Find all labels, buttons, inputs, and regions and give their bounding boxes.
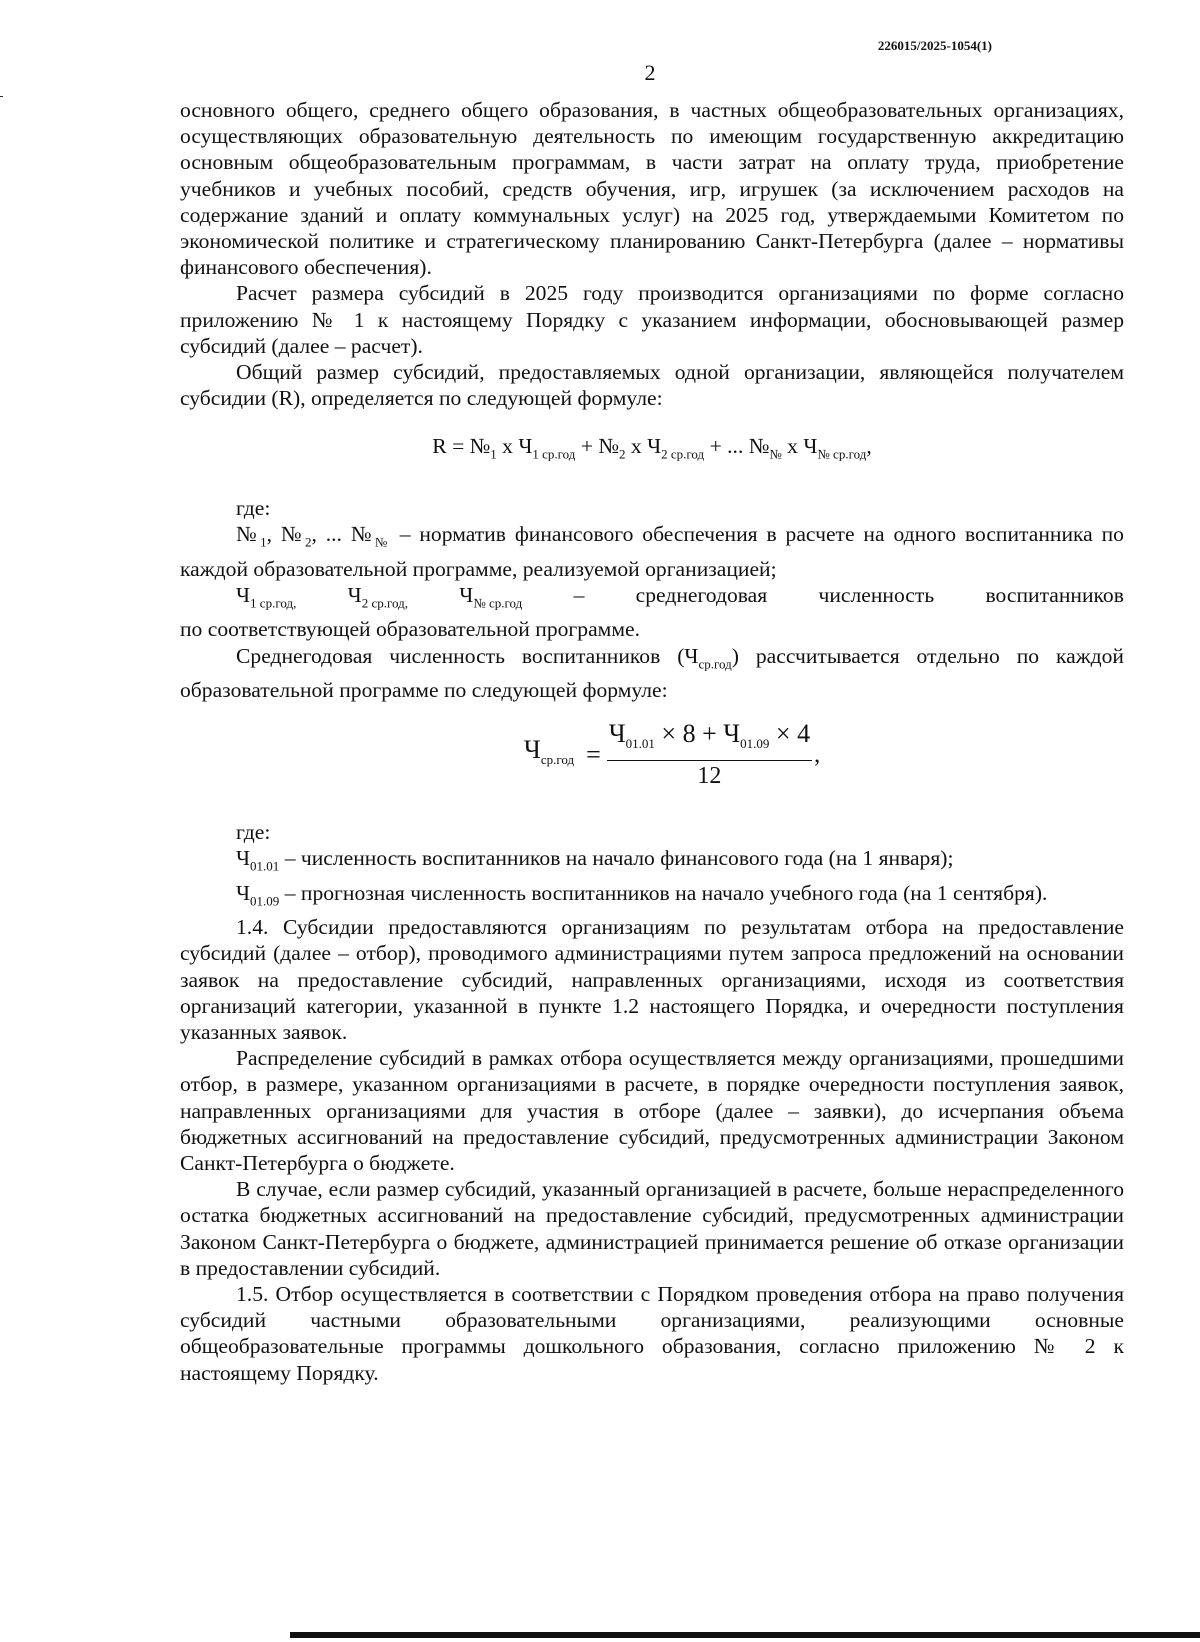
paragraph-1-4: 1.4. Субсидии предоставляются организациям по результатам отбора на предоставление субсидий (далее – отбор), проводимого администрациями путем запроса предложений на основании заявок на предоставление субсидий, направленных организациями, исходя из соответствия организаций категории, указанной в пункте 1.2 настоящего Порядка, и очередности поступления указанных заявок. — [180, 915, 1124, 1044]
definition-norms: $№_1$, $№_2$, ... $№_№$ – норматив финансового обеспечения в расчете на одного воспитанника по каждой образовательной программе, реализуемой организацией; — [180, 522, 1124, 581]
paragraph-3: Общий размер субсидий, предоставляемых одной организации, являющейся получателем субсидии (R), определяется по следующей формуле: — [180, 360, 1124, 411]
document-body — [180, 97, 1124, 1386]
where-label-2: где: — [236, 819, 271, 844]
definition-average-count-line: $Ч_{1 ср.год,}$ $Ч_{2 ср.год,}$ $Ч_{№ ср.год}$ – среднегодовая численность воспитанников — [236, 582, 1124, 611]
definition-count-jan: $Ч_{01.01}$ – численность воспитанников на начало финансового года (на 1 января); — [236, 846, 954, 874]
paragraph-refusal: В случае, если размер субсидий, указанный организацией в расчете, больше нераспределенного остатка бюджетных ассигнований на предоставление субсидий, предусмотренных администрации Законом Санкт-Петербурга о бюджете, администрацией принимается решение об отказе организации в предоставлении субсидий. — [180, 1177, 1124, 1280]
formula-total-subsidy: $R = №_1$ х $Ч_{1 ср.год}$ + $№_2$ х $Ч_{2 ср.год}$ + ... $№_№$ х $Ч_{№ ср.год}$, — [432, 434, 872, 462]
formula-average-count: $Ч_{ср.год}$ = $\frac{Ч_{01.01} \times 8 + Ч_{01.09} \times 4}{12}$ , — [523, 719, 821, 789]
page-number: 2 — [644, 60, 656, 85]
where-label-1: где: — [236, 495, 271, 520]
definition-average-count-rest: по соответствующей образовательной программе. — [180, 617, 640, 642]
paragraph-distribution: Распределение субсидий в рамках отбора осуществляется между организациями, прошедшими отбор, в размере, указанном организациями в расчете, в порядке очередности поступления заявок, направленных организациями для участия в отборе (далее – заявки), до исчерпания объема бюджетных ассигнований на предоставление субсидий, предусмотренных администрации Законом Санкт-Петербурга о бюджете. — [180, 1046, 1124, 1175]
paragraph-1-5: 1.5. Отбор осуществляется в соответствии с Порядком проведения отбора на право получения субсидий частными образовательными организациями, реализующими основные общеобразовательные программы дошкольного образования, согласно приложению № 2 к настоящему Порядку. — [180, 1281, 1124, 1385]
scan-bottom-edge — [290, 1632, 1200, 1638]
paragraph-4: Среднегодовая численность воспитанников $(Ч_{ср.год})$ рассчитывается отдельно по каждой образовательной программе по следующей формуле: — [180, 643, 1124, 703]
definition-count-sep: $Ч_{01.09}$ – прогнозная численность воспитанников на начало учебного года (на 1 сентября). — [236, 880, 1048, 908]
document-id: 226015/2025-1054(1) — [877, 38, 992, 53]
paragraph-2: Расчет размера субсидий в 2025 году производится организациями по форме согласно приложению № 1 к настоящему Порядку с указанием информации, обосновывающей размер субсидий (далее – расчет). — [180, 281, 1124, 358]
scan-mark — [0, 96, 3, 97]
paragraph-1: основного общего, среднего общего образования, в частных общеобразовательных организациях, осуществляющих образовательную деятельность по имеющим государственную аккредитацию основным общеобразовательным программам, в части затрат на оплату труда, приобретение учебников и учебных пособий, средств обучения, игр, игрушек (за исключением расходов на содержание зданий и оплату коммунальных услуг) на 2025 год, утверждаемыми Комитетом по экономической политике и стратегическому планированию Санкт-Петербурга (далее – нормативы финансового обеспечения). — [180, 98, 1124, 280]
